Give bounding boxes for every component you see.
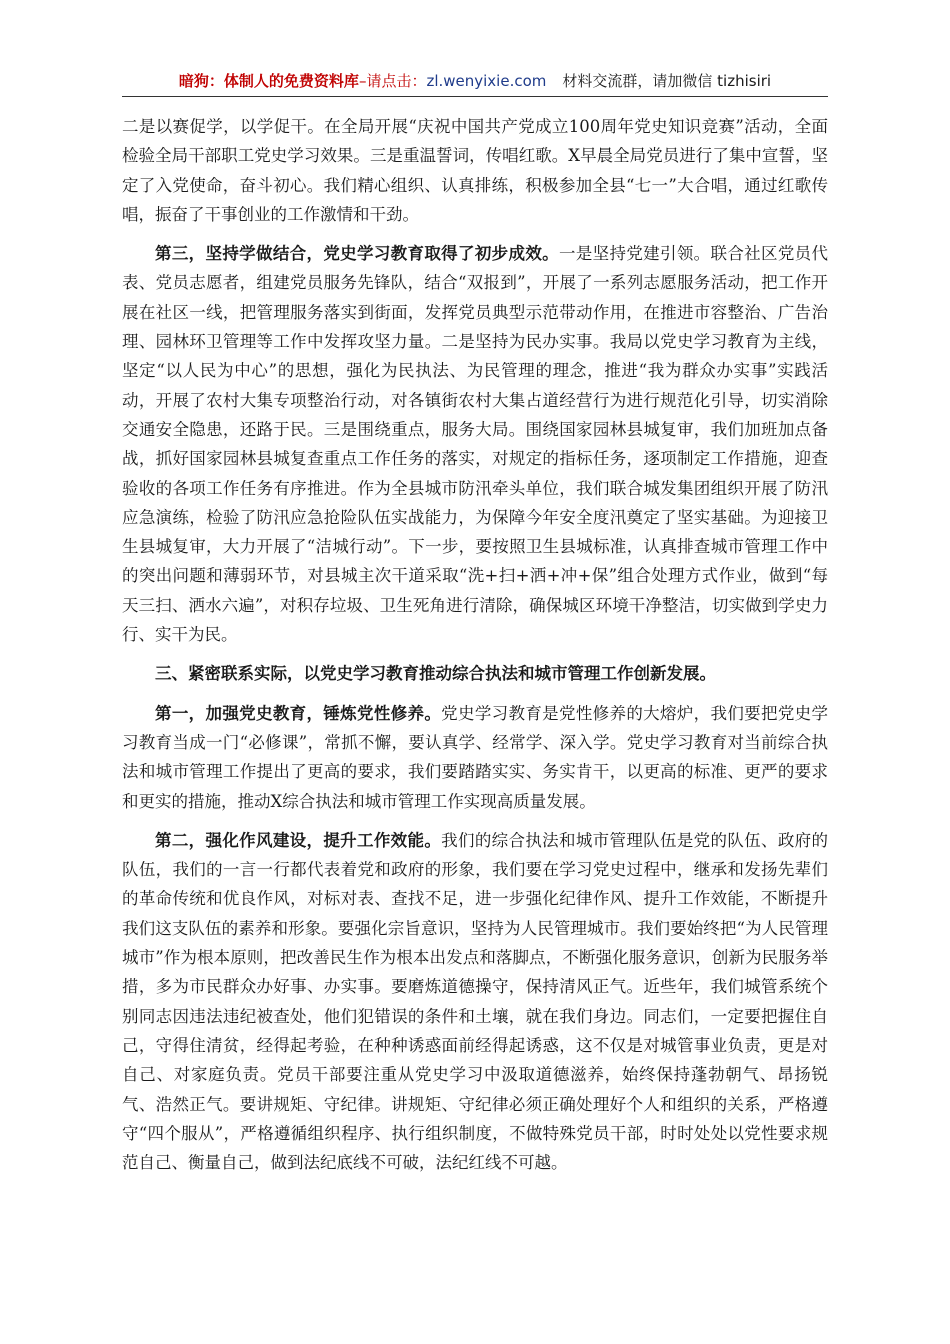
paragraph-3-text: 党史学习教育是党性修养的大熔炉，我们要把党史学习教育当成一门“必修课”，常抓不懈，要认真学、经常学、深入学。党史学习教育对当前综合执法和城市管理工作提出了更高的要求，我们要踏踏实实、务实肯干，以更高的标准、更严的要求和更实的措施，推动X综合执法和城市管理工作实现高质量发展。	[122, 703, 829, 811]
paragraph-2	[122, 239, 828, 649]
page-header	[122, 68, 828, 94]
paragraph-2-lead: 第三，坚持学做结合，党史学习教育取得了初步成效。	[155, 244, 559, 264]
header-brand: 暗狗：体制人的免费资料库	[178, 72, 359, 90]
header-divider	[122, 96, 828, 97]
paragraph-4-text: 我们的综合执法和城市管理队伍是党的队伍、政府的队伍，我们的一言一行都代表着党和政府的形象，我们要在学习党史过程中，继承和发扬先辈们的革命传统和优良作风，对标对表、查找不足，进一步强化纪律作风、提升工作效能，不断提升我们这支队伍的素养和形象。要强化宗旨意识，坚持为人民管理城市。我们要始终把“为人民管理城市”作为根本原则，把改善民生作为根本出发点和落脚点，不断强化服务意识，创新为民服务举措，多为市民群众办好事、办实事。要磨炼道德操守，保持清风正气。近些年，我们城管系统个别同志因违法违纪被查处，他们犯错误的条件和土壤，就在我们身边。同志们，一定要把握住自己，守得住清贫，经得起考验，在种种诱惑面前经得起诱惑，这不仅是对城管事业负责，更是对自己、对家庭负责。党员干部要注重从党史学习中汲取道德滋养，始终保持蓬勃朝气、昂扬锐气、浩然正气。要讲规矩、守纪律。讲规矩、守纪律必须正确处理好个人和组织的关系，严格遵守“四个服从”，严格遵循组织程序、执行组织制度，不做特殊党员干部，时时处处以党性要求规范自己、衡量自己，做到法纪底线不可破，法纪红线不可越。	[122, 830, 829, 1173]
header-contact: 材料交流群，请加微信 tizhisiri	[562, 72, 772, 90]
paragraph-1: 二是以赛促学，以学促干。在全局开展“庆祝中国共产党成立100周年党史知识竞赛”活动，全面检验全局干部职工党史学习效果。三是重温誓词，传唱红歌。X早晨全局党员进行了集中宣誓，坚定了入党使命，奋斗初心。我们精心组织、认真排练，积极参加全县“七一”大合唱，通过红歌传唱，振奋了干事创业的工作激情和干劲。	[122, 117, 828, 224]
header-link[interactable]: zl.wenyixie.com	[426, 72, 547, 90]
paragraph-4-lead: 第二，强化作风建设，提升工作效能。	[155, 830, 442, 850]
section-heading-3: 三、紧密联系实际，以党史学习教育推动综合执法和城市管理工作创新发展。	[155, 664, 716, 684]
paragraph-3	[122, 699, 828, 816]
document-body	[122, 112, 828, 1187]
paragraph-4	[122, 826, 828, 1178]
paragraph-3-lead: 第一，加强党史教育，锤炼党性修养。	[155, 703, 442, 723]
paragraph-2-text: 一是坚持党建引领。联合社区党员代表、党员志愿者，组建党员服务先锋队，结合“双报到”，开展了一系列志愿服务活动，把工作开展在社区一线，把管理服务落实到街面，发挥党员典型示范带动作用，在推进市容整治、广告治理、园林环卫管理等工作中发挥攻坚力量。二是坚持为民办实事。我局以党史学习教育为主线，坚定“以人民为中心”的思想，强化为民执法、为民管理的理念，推进“我为群众办实事”实践活动，开展了农村大集专项整治行动，对各镇街农村大集占道经营行为进行规范化引导，切实消除交通安全隐患，还路于民。三是围绕重点，服务大局。围绕国家园林县城复审，我们加班加点备战，抓好国家园林县城复查重点工作任务的落实，对规定的指标任务，逐项制定工作措施，迎查验收的各项工作任务有序推进。作为全县城市防汛牵头单位，我们联合城发集团组织开展了防汛应急演练，检验了防汛应急抢险队伍实战能力，为保障今年安全度汛奠定了坚实基础。为迎接卫生县城复审，大力开展了“洁城行动”。下一步，要按照卫生县城标准，认真排查城市管理工作中的突出问题和薄弱环节，对县城主次干道采取“洗+扫+洒+冲+保”组合处理方式作业，做到“每天三扫、洒水六遍”，对积存垃圾、卫生死角进行清除，确保城区环境干净整洁，切实做到学史力行、实干为民。	[122, 244, 829, 645]
header-prompt: –请点击：	[358, 72, 427, 90]
